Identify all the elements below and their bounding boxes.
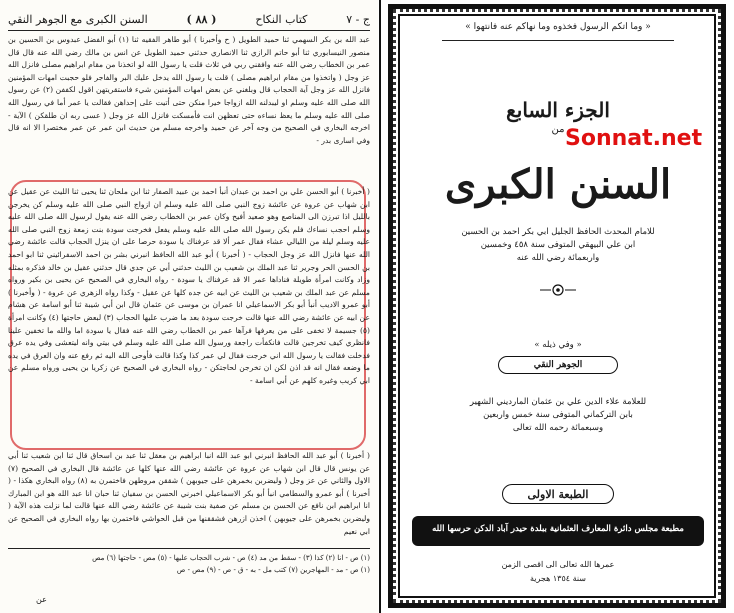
footnote-line-2: (١) ص - مد - المهاجرين (٧) كتب مل - به - ق - ص - (٩) مص - ص xyxy=(176,566,370,574)
jawhar-title: الجوهر النقي xyxy=(533,360,583,370)
paragraph-3-text: ( أخبرنا ) أبو عبد الله الحافظ انبرني ابو عبد الله انبا ابراهيم بن معقل ثنا عبد بن اسحاق قال ثنا ابن شعيب ثنا أبي عن يونس قال قال ابن شهاب عن عروة عن عائشة رضي الله عنها كلها عن عائشة قال البخاري في الصحيح (٧) الاول والثاني عن عز وجل ( وليضربن بخمرهن على جيوبهن ) شققن مروطهن فاختمرن به (٨) رواه البخاري هكذا - ( أخبرنا ) أبو عمرو والسطامي انبأ أبو بكر الاسماعيلي اخبرني الحسن بن سفيان ثنا حبان انا عبد الله هو ابن المبارك انا ابراهيم ابن نافع عن الحسن بن مسلم عن صفية بنت شيبة عن عائشة رضي الله عنها قالت لما نزلت هذه الآية ( وليضربن بخمرهن على جيوبهن ) اخذن ازرهن فشققنها من قبل الحواشي فاختمرن بها رواه البخاري في الصحيح عن ابي نعيم xyxy=(8,451,370,536)
press-location: عمرها الله تعالى الى اقصى الزمن xyxy=(501,560,615,569)
footnotes xyxy=(8,552,370,592)
paragraph-2-text: ( أخبرنا ) أبو الحسن علي بن احمد بن عبدان أنبأ احمد بن عبيد الصفار ثنا ابن ملحان ثنا يحيى ثنا الليث عن عقيل عن ابن شهاب عن عروة عن عائشة زوج النبي صلى الله عليه وسلم ان ازواج النبي صلى الله عليه وسلم كن يخرجن بالليل اذا تبرزن الى المناصع وهو صعيد أفيح وكان عمر بن الخطاب رضي الله عنه يقول لرسول الله صلى الله عليه وسلم احجب نساءك فلم يكن رسول الله صلى الله عليه وسلم يفعل فخرجت سودة بنت زمعة زوج النبي صلى الله عليه وسلم ليلة من الليالي عشاء فقال عمر ألا قد عرفناك يا سودة حرصا على ان ينزل الحجاب قالت عائشة رضي الله عنها فانزل الله عز وجل الحجاب - ( أخبرنا ) أبو عبد الله الحافظ انبرني بشر بن احمد الاسفرائيني ثنا ابو احمد بن الحسن الحر وجرير ثنا عبد الملك بن شعيب بن الليث حدثني أبي عن جدي قال حدثني عقيل بن خالد فذكره بمثله وزاد وكانت امرأة طويلة فناداها عمر الا قد عرفناك يا سودة - رواه البخاري في الصحيح عن يحيى بن بكير ورواه مسلم عن عبد الملك بن شعيب بن الليث عن ابيه عن جده كلها عن عقيل - وكذا رواه الزهري عن عروة - ( وأخبرنا ) أبو عمرو الاديب أنبأ أبو بكر الاسماعيلي انا عمران بن موسى عن عثمان قال ابن أبي شيبة ثنا أبو اسامة عن هشام عن ابيه عن عائشة رضي الله عنها قالت خرجت سودة بعد ما ضرب عليها الحجاب (٣) لبعض حاجتها (٤) وكانت امرأة (٥) جسيمة لا تخفى على من يعرفها فرآها عمر بن الخطاب رضي الله عنه فقال يا سودة اما والله ما تخفين علينا فانظري كيف تخرجين قالت فانكفأت راجعة ورسول الله صلى الله عليه وسلم في بيتي وانه ليتعشى وفي يده عرق فدخلت فقالت يا رسول الله اني خرجت فقال لي عمر كذا وكذا قالت فأوحى الله اليه ثم رفع عنه وان العرق في يده ما وضعه فقال انه قد اذن لكن ان تخرجن لحاجتكن - رواه البخاري في الصحيح عن زكريا بن يحيى ورواه مسلم عن ابي كريب وغيره كلهم عن أبي اسامة - xyxy=(8,187,370,385)
page-signature: عن xyxy=(36,595,47,604)
edition-label: الطبعة الاولى xyxy=(527,488,589,501)
page-header xyxy=(8,10,370,28)
ornament-icon xyxy=(538,282,578,298)
quran-quote: « وما اتكم الرسول فخذوه وما نهاكم عنه فانتهوا » xyxy=(465,22,651,32)
appendix-label: « وفي ذيله » xyxy=(534,340,582,350)
watermark: Sonnat.net xyxy=(565,126,703,151)
header-page-number: ( ٨٨ ) xyxy=(186,12,217,26)
author-line: واربعمائة رضي الله عنه xyxy=(516,253,600,263)
header-volume: ج - ٧ xyxy=(346,12,370,26)
text-paragraph-2 xyxy=(8,186,370,446)
press-name: مطبعة مجلس دائرة المعارف العثمانية ببلدة حيدر آباد الدكن حرسها الله xyxy=(432,524,684,534)
publication-year: سنة ١٣٥٤ هجرية xyxy=(530,574,586,583)
text-paragraph-3 xyxy=(8,450,370,542)
header-rule xyxy=(8,30,370,31)
footnote-rule xyxy=(8,548,370,549)
author-line: للامام المحدث الحافظ الجليل ابي بكر احمد بن الحسين xyxy=(461,227,655,237)
scholar-line: وسبعمائة رحمه الله تعالى xyxy=(512,423,604,433)
footnote-line-1: (١) ص - انا (٢) كذا (٣) - سقط من مد (٤) ص - شرب الحجاب عليها - (٥) مص - حاجتها (٦) مص xyxy=(92,554,370,562)
book-title: السنن الكبرى xyxy=(444,161,672,208)
author-block xyxy=(382,226,734,265)
title-page xyxy=(382,0,734,613)
scholar-block xyxy=(382,396,734,435)
min-label: من xyxy=(551,124,565,135)
page-divider xyxy=(379,0,381,613)
paragraph-1-text: عبد الله بن بكر السهمي ثنا حميد الطويل ( ح وأخبرنا ) أبو طاهر الفقيه ثنا (١) أبو الفضل عبدوس بن الحسين بن منصور النيسابوري ثنا أبو حاتم الرازي ثنا الانصاري حدثني حميد الطويل عن انس بن مالك رضي الله عنه قال قال عمر بن الخطاب رضي الله عنه وافقني ربي في ثلاث قلت يا رسول الله لو اتخذنا من مقام ابراهيم مصلى فانزل الله عز وجل ( واتخذوا من مقام ابراهيم مصلى ) قلت يا رسول الله يدخل عليك البر والفاجر فلو حجبت امهات المؤمنين فانزل الله عز وجل آية الحجاب قال وبلغني عن بعض امهات المؤمنين شيء فاستقريتهن اقول لكففن (٢) عن رسول الله صلى الله عليه وسلم او ليبدلنه الله ازواجا خيرا منكن حتى أتيت على إحداهن فقالت يا عمر أما في رسول الله صلى الله عليه وسلم ما يعظ نساءه حتى تعظهن انت فأمسكت فانزل الله عز وجل ( عسى ربه ان طلقكن ) الآية - اخرجه البخاري في الصحيح من وجه آخر عن حميد واخرجه مسلم من حديث ابن عمر عن عمر مختصرا الا انه قال وفي اسارى بدر - xyxy=(8,35,370,145)
scholar-line: للعلامة علاء الدين علي بن عثمان المارديني الشهير xyxy=(469,397,647,407)
header-book: كتاب النكاح xyxy=(255,12,308,26)
scholar-line: بابن التركماني المتوفى سنة خمس واربعين xyxy=(483,410,633,420)
text-paragraph-1 xyxy=(8,34,370,180)
header-title: السنن الكبرى مع الجوهر النقي xyxy=(8,12,148,26)
author-line: ابن علي البيهقي المتوفى سنة ٤٥٨ وخمسين xyxy=(480,240,636,250)
quote-rule xyxy=(442,40,674,41)
part-label: الجزء السابع xyxy=(506,98,610,122)
